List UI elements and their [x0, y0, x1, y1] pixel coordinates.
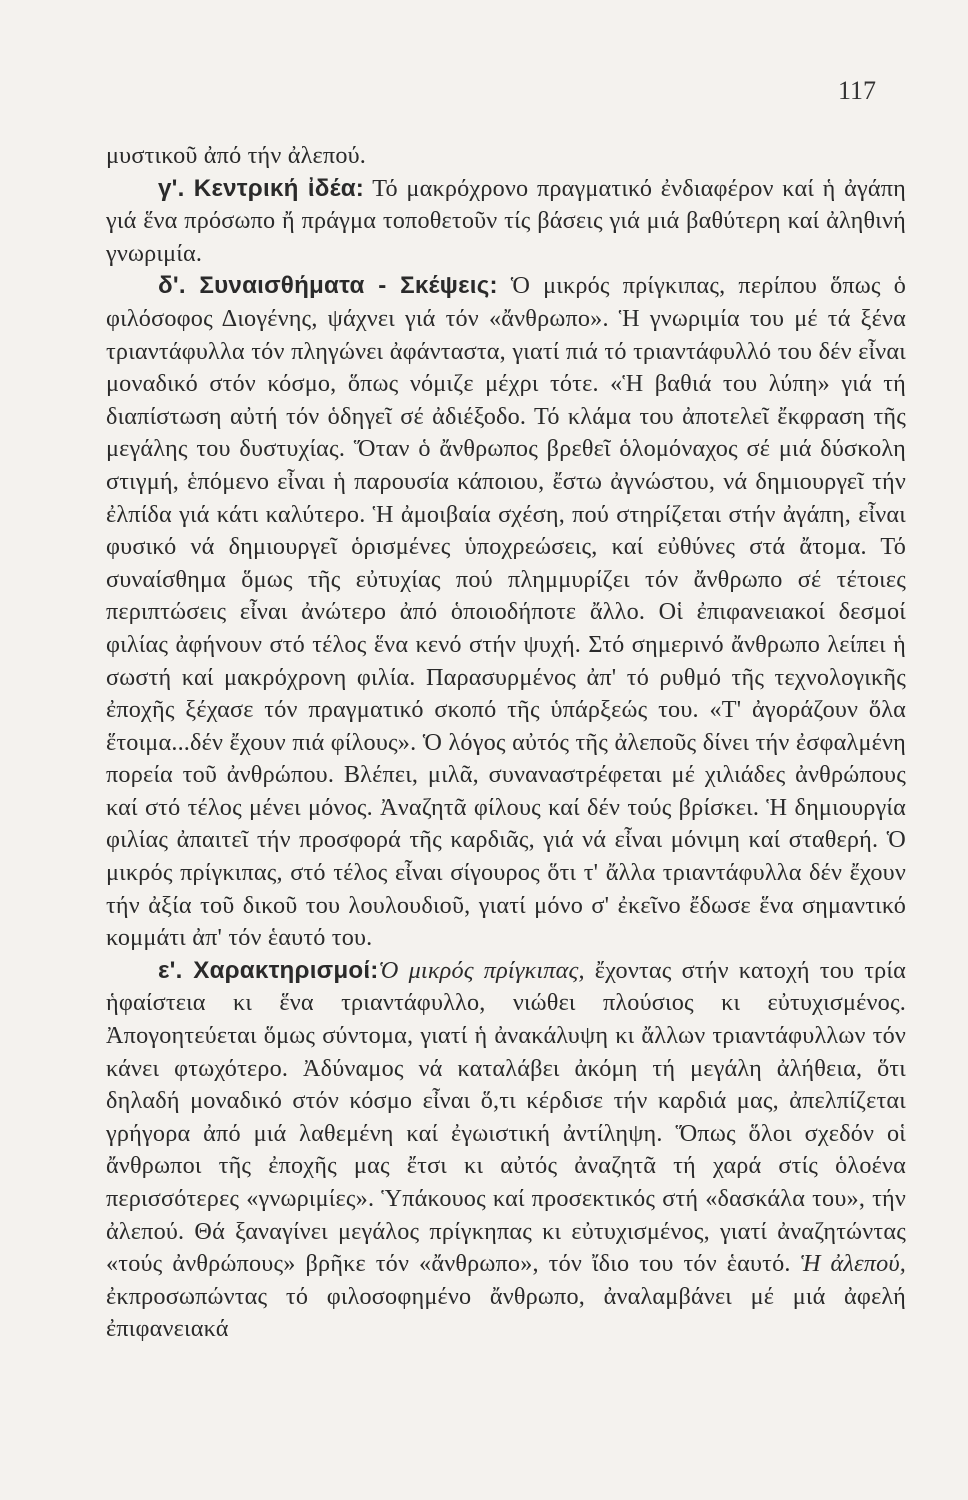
paragraph-text: ἐκπροσωπώντας τό φιλοσοφημένο ἄνθρωπο, ἀναλαμβάνει μέ μιά ἀφελή ἐπιφανειακά	[106, 1282, 906, 1343]
body-text	[106, 140, 906, 1346]
paragraph-text: Ὁ μικρός πρίγκιπας, περίπου ὅπως ὁ φιλόσοφος Διογένης, ψάχνει γιά τόν «ἄνθρωπο». Ἡ γνωριμία του μέ τά ξένα τριαντάφυλλα τόν πληγώνει ἀφάνταστα, γιατί πιά τό τριαντάφυλλό του δέν εἶναι μοναδικό στόν κόσμο, ὅπως νόμιζε μέχρι τότε. «Ἡ βαθιά του λύπη» γιά τή διαπίστωση αὐτή τόν ὁδηγεῖ σέ ἀδιέξοδο. Τό κλάμα του ἀποτελεῖ ἔκφραση τῆς μεγάλης του δυστυχίας. Ὅταν ὁ ἄνθρωπος βρεθεῖ ὁλομόναχος σέ μιά δύσκολη στιγμή, ἑπόμενο εἶναι ἡ παρουσία κάποιου, ἔστω ἀγνώστου, νά δημιουργεῖ τήν ἐλπίδα γιά κάτι καλύτερο. Ἡ ἀμοιβαία σχέση, πού στηρίζεται στήν ἀγάπη, εἶναι φυσικό νά δημιουργεῖ ὁρισμένες ὑποχρεώσεις, καί εὐθύνες στά ἄτομα. Τό συναίσθημα ὅμως τῆς εὐτυχίας πού πλημμυρίζει τόν ἄνθρωπο σέ τέτοιες περιπτώσεις εἶναι ἀνώτερο ἀπό ὁποιοδήποτε ἄλλο. Οἱ ἐπιφανειακοί δεσμοί φιλίας ἀφήνουν στό τέλος ἕνα κενό στήν ψυχή. Στό σημερινό ἄνθρωπο λείπει ἡ σωστή καί μακρόχρονη φιλία. Παρασυρμένος ἀπ' τό ρυθμό τῆς τεχνολογικῆς ἐποχῆς ξέχασε τόν πραγματικό σκοπό τῆς ὑπάρξεώς του. «Τ' ἀγοράζουν ὅλα ἕτοιμα...δέν ἔχουν πιά φίλους». Ὁ λόγος αὐτός τῆς ἀλεποῦς δίνει τήν ἐσφαλμένη πορεία τοῦ ἀνθρώπου. Βλέπει, μιλᾶ, συναναστρέφεται μέ χιλιάδες ἀνθρώπους καί στό τέλος μένει μόνος. Ἀναζητᾶ φίλους καί δέν τούς βρίσκει. Ἡ δημιουργία φιλίας ἀπαιτεῖ τήν προσφορά τῆς καρδιᾶς, γιά νά εἶναι μόνιμη καί σταθερή. Ὁ μικρός πρίγκιπας, στό τέλος εἶναι σίγουρος ὅτι τ' ἄλλα τριαντάφυλλα δέν ἔχουν τήν ἀξία τοῦ δικοῦ του λουλουδιοῦ, γιατί μόνο σ' ἐκεῖνο ἔδωσε ἕνα σημαντικό κομμάτι ἀπ' τόν ἑαυτό του.	[106, 272, 906, 952]
paragraph-text: μυστικοῦ ἀπό τήν ἀλεπού.	[106, 142, 367, 169]
paragraph-characterizations	[106, 955, 906, 1346]
paragraph-feelings-thoughts	[106, 270, 906, 954]
paragraph-central-idea	[106, 173, 906, 271]
paragraph-continuation	[106, 140, 906, 173]
section-label: γ'. Κεντρική ἰδέα:	[158, 174, 365, 202]
page-number: 117	[837, 76, 876, 105]
paragraph-text: ἔχοντας στήν κατοχή του τρία ἡφαίστεια κι ἕνα τριαντάφυλλο, νιώθει πλούσιος κι εὐτυχισμένος. Ἀπογοητεύεται ὅμως σύντομα, γιατί ἡ ἀνακάλυψη κι ἄλλων τριαντάφυλλων τόν κάνει φτωχότερο. Ἀδύναμος νά καταλάβει ἀκόμη τή μεγάλη ἀλήθεια, ὅτι δηλαδή μοναδικό στόν κόσμο εἶναι ὅ,τι κέρδισε τήν καρδιά μας, ἀπελπίζεται γρήγορα ἀπό μιά λαθεμένη καί ἐγωιστική ἀντίληψη. Ὅπως ὅλοι σχεδόν οἱ ἄνθρωποι τῆς ἐποχῆς μας ἔτσι κι αὐτός ἀναζητᾶ τή χαρά στίς ὁλοένα περισσότερες «γνωριμίες». Ὑπάκουος καί προσεκτικός στή «δασκάλα του», τήν ἀλεπού. Θά ξαναγίνει μεγάλος πρίγκηπας κι εὐτυχισμένος, γιατί ἀναζητώντας «τούς ἀνθρώπους» βρῆκε τόν «ἄνθρωπο», τόν ἴδιο του τόν ἑαυτό.	[106, 956, 906, 1278]
section-label: δ'. Συναισθήματα - Σκέψεις:	[158, 272, 498, 300]
section-label: ε'. Χαρακτηρισμοί:	[158, 956, 379, 984]
character-name: Ὁ μικρός πρίγκιπας,	[378, 956, 585, 984]
paragraph-text: Τό μακρόχρονο πραγματικό ἐνδιαφέρον καί ἡ ἀγάπη γιά ἕνα πρόσωπο ἤ πράγμα τοποθετοῦν τίς βάσεις γιά μιά βαθύτερη καί ἀληθινή γνωριμία.	[106, 174, 906, 267]
character-name: Ἡ ἀλεπού,	[800, 1250, 906, 1278]
